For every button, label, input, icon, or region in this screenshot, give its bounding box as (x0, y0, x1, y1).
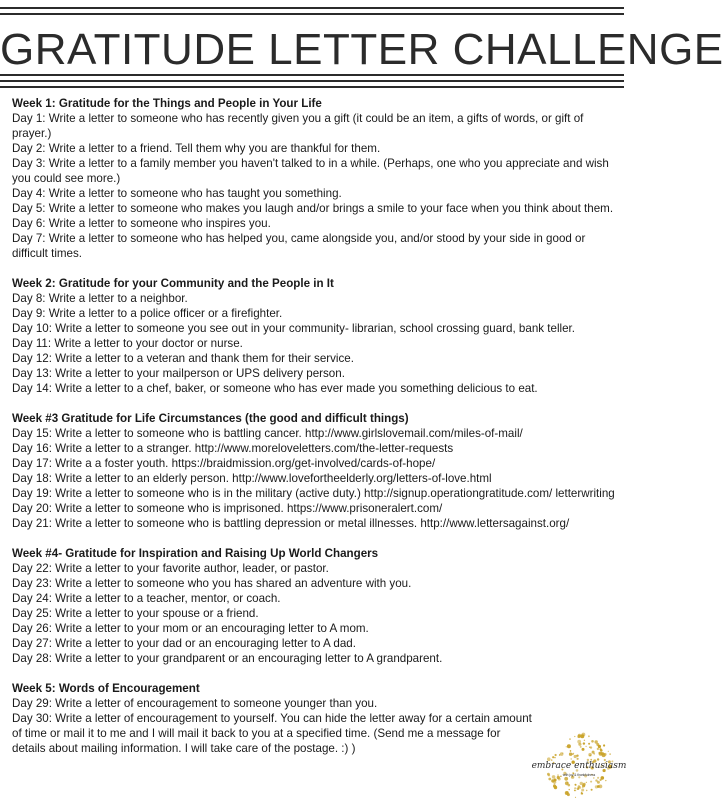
glitter-dot (589, 755, 591, 757)
day-item: Day 19: Write a letter to someone who is in the military (active duty.) http://signup.operationgratitude.com/ letterwriting (12, 487, 615, 500)
title-rule-top-inner (0, 13, 624, 15)
day-item: Day 5: Write a letter to someone who makes you laugh and/or brings a smile to your face when you think about them. (12, 202, 614, 215)
title-rule-bottom-1 (0, 74, 624, 76)
glitter-dot (595, 785, 598, 788)
day-item: Day 6: Write a letter to someone who inspires you. (12, 217, 271, 230)
glitter-dot (569, 789, 570, 790)
day-item: Day 27: Write a letter to your dad or an encouraging letter to A dad. (12, 637, 356, 650)
glitter-dot (575, 797, 576, 798)
glitter-dot (609, 753, 611, 755)
glitter-dot (577, 740, 581, 744)
day-item: Day 4: Write a letter to someone who has taught you something. (12, 187, 342, 200)
glitter-dot (580, 746, 582, 748)
week-heading: Week 1: Gratitude for the Things and People in Your Life (12, 97, 322, 110)
glitter-dot (575, 790, 576, 791)
glitter-dot (571, 758, 572, 759)
glitter-dot (597, 781, 600, 784)
glitter-dot (588, 735, 590, 737)
glitter-dot (589, 747, 590, 748)
glitter-dot (569, 738, 570, 739)
day-item: Day 24: Write a letter to a teacher, mentor, or coach. (12, 592, 281, 605)
glitter-dot (573, 753, 574, 754)
glitter-dot (552, 756, 554, 758)
glitter-dot (552, 775, 556, 779)
day-item: Day 12: Write a letter to a veteran and thank them for their service. (12, 352, 354, 365)
glitter-dot (575, 784, 577, 786)
day-item: Day 10: Write a letter to someone you see out in your community- librarian, school crossing guard, bank teller. (12, 322, 575, 335)
title-rule-bottom-3 (0, 86, 624, 88)
week-section (12, 96, 618, 261)
glitter-dot (577, 758, 579, 760)
day-item: Day 29: Write a letter of encouragement to someone younger than you. (12, 697, 378, 710)
glitter-dot (557, 774, 558, 775)
glitter-dot (567, 744, 571, 748)
glitter-dot (578, 788, 579, 789)
glitter-dot (597, 777, 599, 779)
glitter-dot (582, 733, 586, 737)
day-item: Day 2: Write a letter to a friend. Tell them why you are thankful for them. (12, 142, 381, 155)
week-heading: Week #3 Gratitude for Life Circumstances (the good and difficult things) (12, 412, 409, 425)
glitter-dot (599, 753, 601, 755)
glitter-dot (582, 748, 585, 751)
glitter-dot (583, 783, 586, 786)
day-item: Day 22: Write a letter to your favorite author, leader, or pastor. (12, 562, 329, 575)
day-item: Day 21: Write a letter to someone who is battling depression or metal illnesses. http://www.lettersagainst.org/ (12, 517, 570, 530)
glitter-dot (565, 791, 569, 795)
day-item: Day 14: Write a letter to a chef, baker, or someone who has ever made you something delicious to eat. (12, 382, 538, 395)
glitter-dot (586, 790, 588, 792)
glitter-dot (593, 777, 594, 778)
glitter-dot (569, 753, 572, 756)
glitter-dot (598, 745, 601, 748)
glitter-dot (548, 778, 551, 781)
glitter-dot (548, 774, 550, 776)
day-item: Day 11: Write a letter to your doctor or nurse. (12, 337, 243, 350)
day-item: Day 8: Write a letter to a neighbor. (12, 292, 188, 305)
day-item: Day 30: Write a letter of encouragement to yourself. You can hide the letter away for a certain amount of time or mail it to me and I will mail it back to you at a specified time. (Send me a message for details about mailing information. I will take care of the postage. :) ) (12, 712, 532, 755)
glitter-dot (586, 782, 587, 783)
glitter-dot (580, 782, 583, 785)
glitter-dot (590, 781, 592, 783)
day-item: Day 15: Write a letter to someone who is battling cancer. http://www.girlslovemail.com/miles-of-mail/ (12, 427, 523, 440)
glitter-dot (566, 746, 567, 747)
day-item: Day 9: Write a letter to a police officer or a firefighter. (12, 307, 283, 320)
glitter-dot (603, 744, 605, 746)
glitter-dot (584, 740, 585, 741)
glitter-dot (581, 793, 583, 795)
day-item: Day 13: Write a letter to your mailperson or UPS delivery person. (12, 367, 345, 380)
week-heading: Week 5: Words of Encouragement (12, 682, 200, 695)
day-item: Day 26: Write a letter to your mom or an encouraging letter to A mom. (12, 622, 369, 635)
day-item: Day 18: Write a letter to an elderly person. http://www.lovefortheelderly.org/letters-of-love.html (12, 472, 492, 485)
week-section (12, 411, 618, 531)
page-title: GRATITUDE LETTER CHALLENGE (0, 25, 724, 74)
glitter-dot (592, 751, 595, 754)
day-item: Day 20: Write a letter to someone who is imprisoned. https://www.prisoneralert.com/ (12, 502, 443, 515)
week-section (12, 546, 618, 666)
week-heading: Week #4- Gratitude for Inspiration and Raising Up World Changers (12, 547, 379, 560)
glitter-dot (574, 736, 575, 737)
glitter-dot (558, 778, 561, 781)
glitter-dot (581, 789, 584, 792)
glitter-dot (553, 785, 556, 788)
day-item: Day 28: Write a letter to your grandparent or an encouraging letter to A grandparent. (12, 652, 443, 665)
glitter-dot (564, 777, 568, 781)
glitter-dot (591, 789, 593, 791)
glitter-dot (551, 779, 554, 782)
glitter-dot (574, 787, 576, 789)
day-item: Day 3: Write a letter to a family member you haven't talked to in a while. (Perhaps, one who you appreciate and wish you could see more.) (12, 157, 609, 185)
glitter-dot (574, 755, 577, 758)
logo-text: embrace enthusiasm (531, 761, 627, 771)
glitter-dot (562, 753, 563, 754)
glitter-dot (554, 783, 555, 784)
week-heading: Week 2: Gratitude for your Community and the People in It (12, 277, 334, 290)
glitter-dot (583, 742, 585, 744)
glitter-dot (567, 782, 569, 784)
glitter-dot (605, 780, 606, 781)
day-item: Day 7: Write a letter to someone who has helped you, came alongside you, and/or stood by your side in good or difficult times. (12, 232, 586, 260)
title-rule-bottom-2 (0, 80, 624, 82)
glitter-dot (555, 754, 557, 756)
glitter-dot (597, 748, 599, 750)
glitter-dot (602, 753, 606, 757)
glitter-dot (578, 734, 581, 737)
challenge-content (12, 96, 618, 771)
day-item: Day 23: Write a letter to someone who you has shared an adventure with you. (12, 577, 412, 590)
glitter-dot (585, 746, 586, 747)
glitter-dot (608, 751, 609, 752)
day-item: Day 17: Write a a foster youth. https://braidmission.org/get-involved/cards-of-hope/ (12, 457, 436, 470)
glitter-dot (588, 743, 590, 745)
day-item: Day 16: Write a letter to a stranger. http://www.moreloveletters.com/the-letter-requests (12, 442, 454, 455)
embrace-enthusiasm-logo (531, 728, 627, 804)
glitter-dot (595, 740, 598, 743)
day-item: Day 25: Write a letter to your spouse or a friend. (12, 607, 259, 620)
glitter-dot (600, 748, 602, 750)
day-item: Day 1: Write a letter to someone who has recently given you a gift (it could be an item, a gifts of words, or gift of prayer.) (12, 112, 584, 140)
week-section (12, 276, 618, 396)
gold-glitter-icon (531, 728, 627, 804)
title-rule-top (0, 7, 624, 9)
glitter-dot (570, 750, 572, 752)
glitter-dot (554, 757, 556, 759)
glitter-dot (601, 776, 605, 780)
glitter-dot (591, 740, 594, 743)
glitter-dot (560, 776, 562, 778)
logo-tagline: with joy & thankfulness (562, 773, 596, 777)
week-section (12, 681, 537, 756)
